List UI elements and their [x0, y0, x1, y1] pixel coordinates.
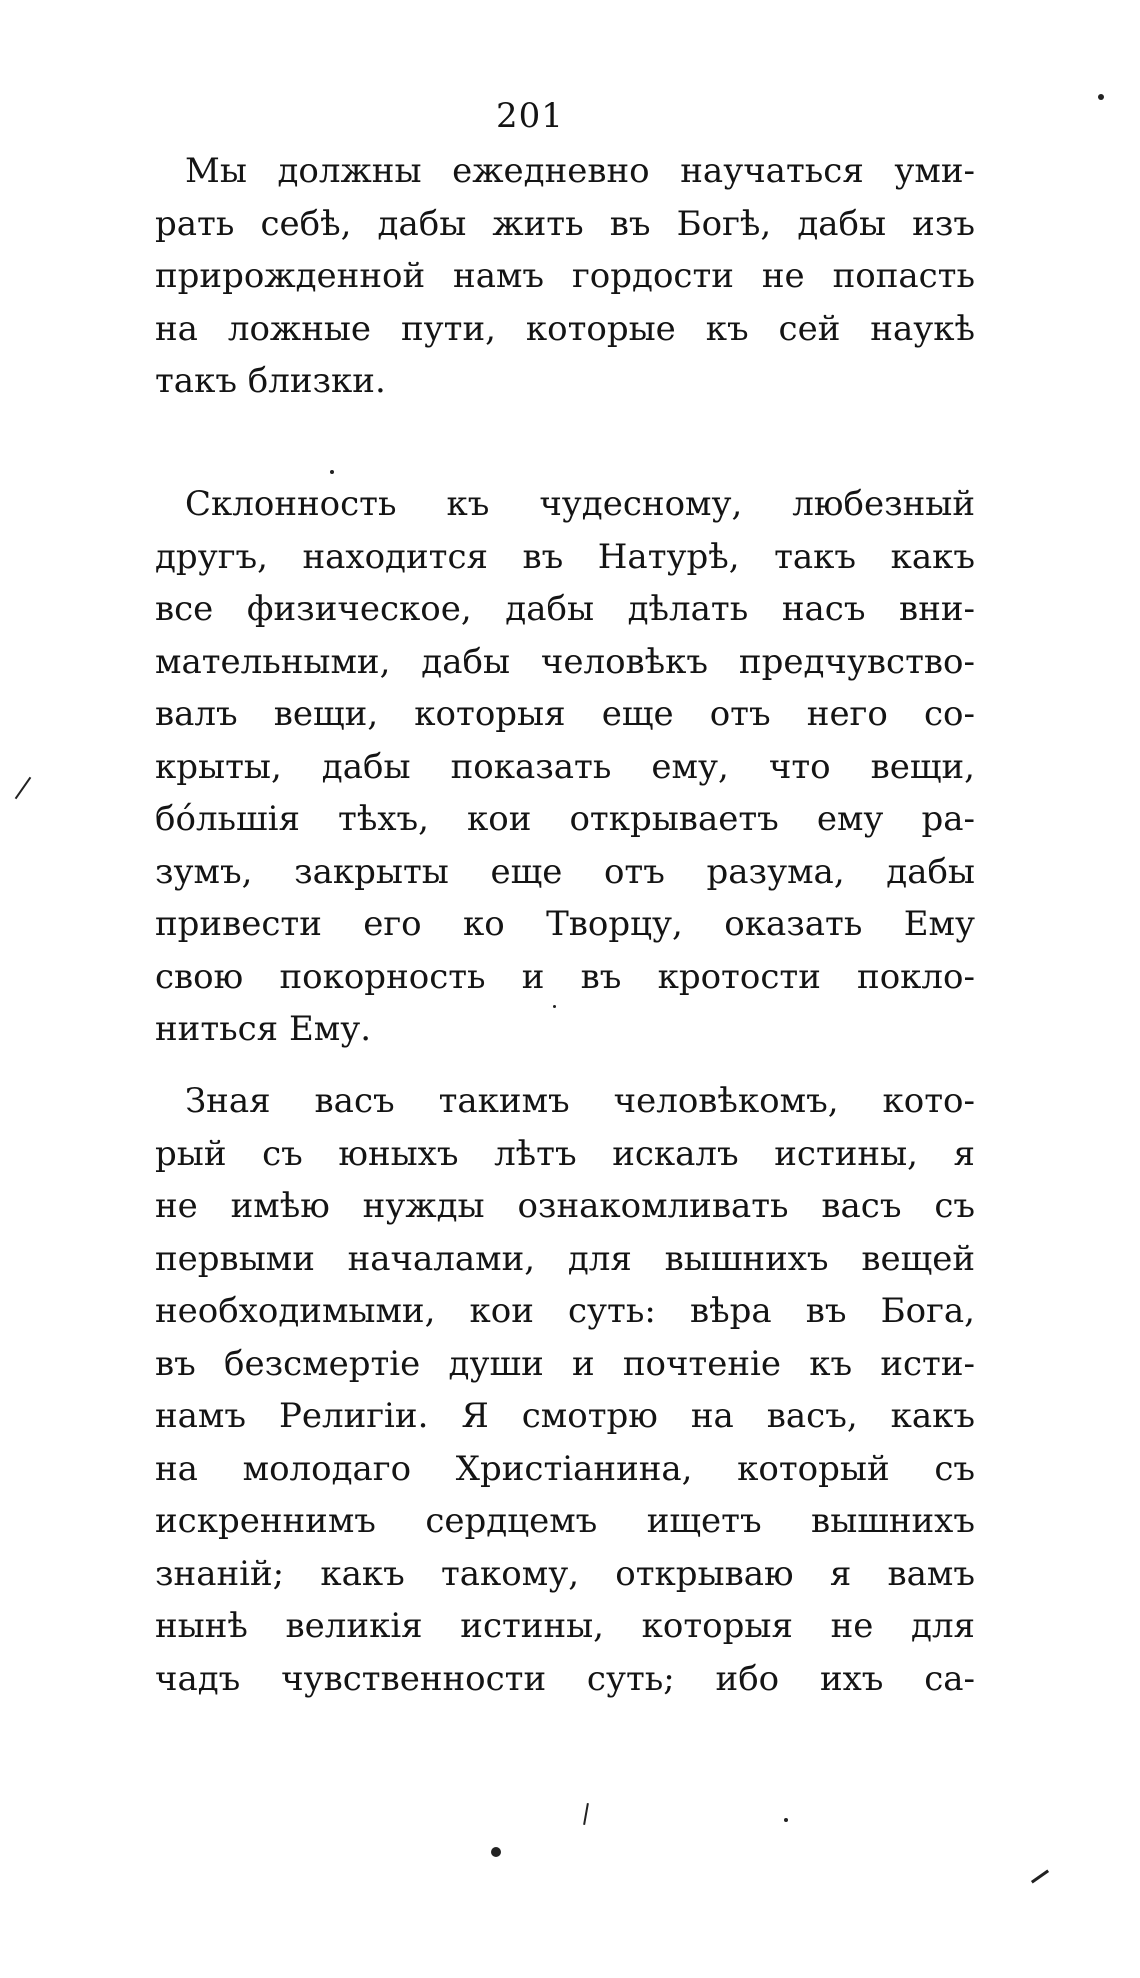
- text-line: ниться Ему.: [155, 1009, 372, 1049]
- text-line: искреннимъ сердцемъ ищетъ вышнихъ: [155, 1501, 975, 1541]
- text-line: знаній; какъ такому, открываю я вамъ: [155, 1553, 975, 1594]
- scan-speck: [583, 1803, 589, 1825]
- text-line: рать себѣ, дабы жить въ Богѣ, дабы изъ: [155, 203, 975, 244]
- text-line: не имѣю нужды ознакомливать васъ съ: [155, 1186, 975, 1226]
- scan-speck: [1098, 94, 1104, 100]
- text-line: валъ вещи, которыя еще отъ него со-: [155, 694, 975, 734]
- text-line: мательными, дабы человѣкъ предчувство-: [155, 641, 975, 682]
- text-line: Мы должны ежедневно научаться уми-: [185, 151, 975, 191]
- text-line: чадъ чувственности суть; ибо ихъ са-: [155, 1658, 975, 1699]
- text-line: прирожденной намъ гордости не попасть: [155, 256, 975, 296]
- text-line: въ безсмертіе души и почтеніе къ исти-: [155, 1343, 975, 1384]
- text-line: нынѣ великія истины, которыя не для: [155, 1606, 975, 1646]
- text-line: зумъ, закрыты еще отъ разума, дабы: [155, 851, 975, 892]
- text-line: другъ, находится въ Натурѣ, такъ какъ: [155, 536, 975, 577]
- text-line: первыми началами, для вышнихъ вещей: [155, 1238, 975, 1279]
- text-line: такъ близки.: [155, 361, 386, 401]
- page-number: 201: [496, 96, 564, 136]
- text-line: намъ Религіи. Я смотрю на васъ, какъ: [155, 1396, 975, 1436]
- text-line: бо́льшія тѣхъ, кои открываетъ ему ра-: [155, 799, 975, 839]
- text-line: привести его ко Творцу, оказать Ему: [155, 904, 975, 944]
- text-line: свою покорность и въ кротости покло-: [155, 956, 975, 997]
- scan-speck: [553, 1005, 556, 1008]
- text-line: рый съ юныхъ лѣтъ искалъ истины, я: [155, 1133, 975, 1174]
- text-line: необходимыми, кои суть: вѣра въ Бога,: [155, 1291, 975, 1331]
- text-line: крыты, дабы показать ему, что вещи,: [155, 746, 975, 787]
- scan-speck: [784, 1818, 788, 1822]
- paragraph-2: [155, 478, 975, 1056]
- paragraph-3: [155, 1075, 975, 1705]
- text-line: все физическое, дабы дѣлать насъ вни-: [155, 589, 975, 629]
- scan-speck: [1031, 1870, 1049, 1884]
- scan-speck: [330, 470, 334, 474]
- text-line: Зная васъ такимъ человѣкомъ, кото-: [185, 1081, 975, 1121]
- text-line: на ложные пути, которые къ сей наукѣ: [155, 308, 975, 349]
- text-line: на молодаго Христіанина, который съ: [155, 1448, 975, 1489]
- paragraph-1: [155, 145, 975, 408]
- scan-speck: [491, 1847, 501, 1857]
- text-line: Склонность къ чудесному, любезный: [185, 484, 975, 524]
- scan-speck: [15, 777, 32, 799]
